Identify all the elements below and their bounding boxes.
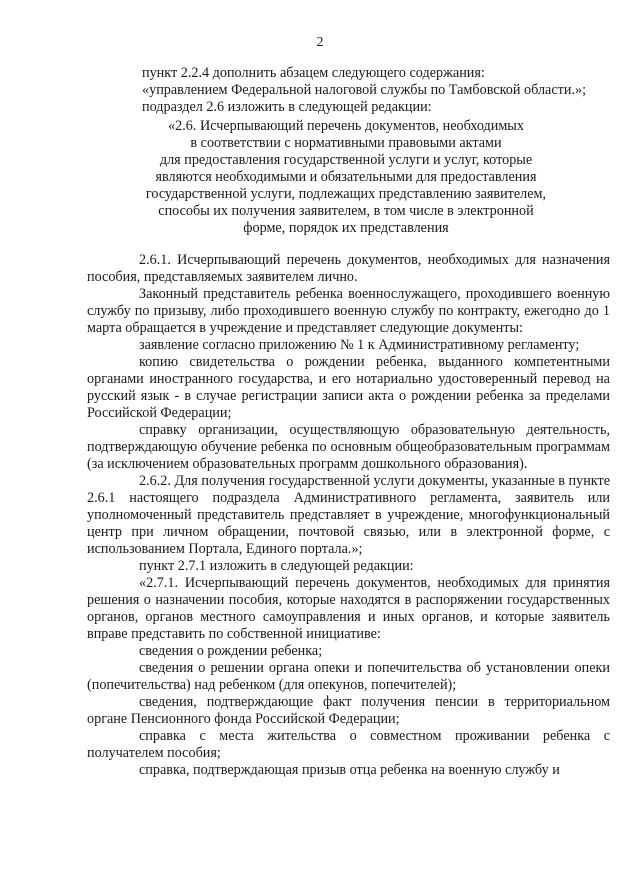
paragraph: сведения о решении органа опеки и попечительства об установлении опеки (попечительства) над ребенком (для опекунов, попечителей); [87,660,610,693]
paragraph: копию свидетельства о рождении ребенка, выданного компетентными органами иностранного государства, и его нотариально удостоверенный перевод на русский язык - в случае регистрации записи акта о рождении ребенка за пределами Российской Федерации; [87,354,610,421]
paragraph: 2.6.1. Исчерпывающий перечень документов, необходимых для назначения пособия, представляемых заявителем лично. [87,252,610,285]
page-number: 2 [316,35,324,50]
paragraph: справка, подтверждающая призыв отца ребенка на военную службу и [139,762,560,778]
section-heading [136,118,556,237]
heading-line: являются необходимыми и обязательными для предоставления [155,169,537,185]
paragraph: справка с места жительства о совместном проживании ребенка с получателем пособия; [87,728,610,761]
heading-line: «2.6. Исчерпывающий перечень документов, необходимых [168,118,524,134]
heading-line: государственной услуги, подлежащих представлению заявителем, [145,186,547,202]
intro-line: «управлением Федеральной налоговой службы по Тамбовской области.»; [142,82,587,98]
paragraph: 2.6.2. Для получения государственной услуги документы, указанные в пункте 2.6.1 настоящего подраздела Административного регламента, заявитель или уполномоченный представитель представляет в учреждение, многофункциональный центр при личном обращении, почтовой связью, или в электронной форме, с использованием Портала, Единого портала.»; [87,473,610,557]
heading-line: в соответствии с нормативными правовыми актами [190,135,502,151]
heading-line: способы их получения заявителем, в том числе в электронной [158,203,534,219]
intro-line: пункт 2.2.4 дополнить абзацем следующего содержания: [142,65,485,81]
paragraph: заявление согласно приложению № 1 к Административному регламенту; [139,337,580,353]
paragraph: справку организации, осуществляющую образовательную деятельность, подтверждающую обучение ребенка по основным общеобразовательным программам (за исключением образовательных программ дошкольного образования). [87,422,610,472]
heading-line: для предоставления государственной услуги и услуг, которые [159,152,533,168]
intro-line: подраздел 2.6 изложить в следующей редакции: [142,99,432,115]
heading-line: форме, порядок их представления [243,220,449,236]
paragraph: Законный представитель ребенка военнослужащего, проходившего военную службу по призыву, либо проходившего военную службу по контракту, ежегодно до 1 марта обращается в учреждение и представляет следующие документы: [87,286,610,336]
paragraph: пункт 2.7.1 изложить в следующей редакции: [139,558,414,574]
paragraph: сведения о рождении ребенка; [139,643,323,659]
intro-block [142,65,610,116]
body-text [87,252,610,779]
paragraph: «2.7.1. Исчерпывающий перечень документов, необходимых для принятия решения о назначении пособия, которые находятся в распоряжении государственных органов, органов местного самоуправления и иных органов, и которые заявитель вправе представить по собственной инициативе: [87,575,610,642]
paragraph: сведения, подтверждающие факт получения пенсии в территориальном органе Пенсионного фонда Российской Федерации; [87,694,610,727]
